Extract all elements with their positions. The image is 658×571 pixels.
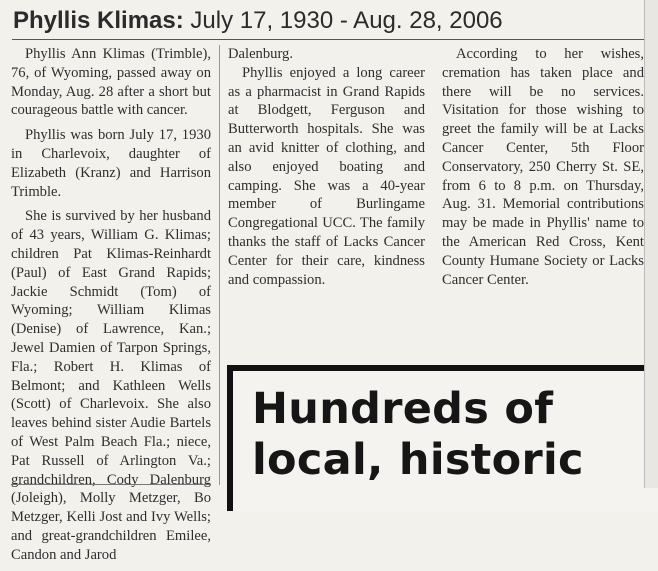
advertisement-headline <box>252 384 658 486</box>
paragraph-continuation: Dalenburg. <box>228 46 293 62</box>
obituary-column-1 <box>11 45 211 571</box>
ad-line-2: local, historic <box>252 435 584 485</box>
bottom-rule <box>11 484 211 485</box>
paragraph-birth: Phyllis was born July 17, 1930 in Charlevoix, daughter of Elizabeth (Kranz) and Harrison Trimble. <box>11 127 211 200</box>
page-edge-strip <box>644 0 658 488</box>
headline-dates: July 17, 1930 - Aug. 28, 2006 <box>190 7 503 34</box>
headline-name: Phyllis Klimas: <box>13 7 184 34</box>
headline-rule <box>12 39 655 40</box>
paragraph-survivors: She is survived by her husband of 43 years, William G. Klimas; children Pat Klimas-Reinhardt (Paul) of East Grand Rapids; Jackie Schmidt (Tom) of Wyoming; William Klimas (Denise) of Lawrence, Kan.; Jewel Damien of Tarpon Springs, Fla.; Robert H. Klimas of Belmont; and Kathleen Wells (Scott) of Charlevoix. She also leaves behind sister Audie Bartels of West Palm Beach Fla.; niece, Pat Russell of Arlington Va.; grandchildren, Cody Dalenburg (Joleigh), Molly Metzger, Bo Metzger, Kelli Jost and Ivy Wells; and great-grandchildren Emilee, Candon and Jarod <box>11 208 211 563</box>
obituary-column-3 <box>442 45 644 295</box>
obituary-headline <box>13 6 653 36</box>
bleed-through-shadow <box>320 275 640 289</box>
obituary-column-2 <box>228 45 425 295</box>
ad-line-1: Hundreds of <box>252 384 554 434</box>
paragraph-intro: Phyllis Ann Klimas (Trimble), 76, of Wyoming, passed away on Monday, Aug. 28 after a short but courageous battle with cancer. <box>11 46 211 119</box>
paragraph-services: According to her wishes, cremation has taken place and there will be no services. Visitation for those wishing to greet the family will be at Lacks Cancer Center, 5th Floor Conservatory, 250 Cherry St. SE, from 6 to 8 p.m. on Thursday, Aug. 31. Memorial contributions may be made in Phyllis' name to the American Red Cross, Kent County Humane Society or Lacks Cancer Center. <box>442 46 644 288</box>
paragraph-career: Phyllis enjoyed a long career as a pharmacist in Grand Rapids at Blodgett, Ferguson and Butterworth hospitals. She was an avid knitter of clothing, and also enjoyed boating and camping. She was a 40-year member of Burlingame Congregational UCC. The family thanks the staff of Lacks Cancer Center for their care, kindness and compassion. <box>228 64 425 288</box>
column-divider <box>219 45 220 485</box>
